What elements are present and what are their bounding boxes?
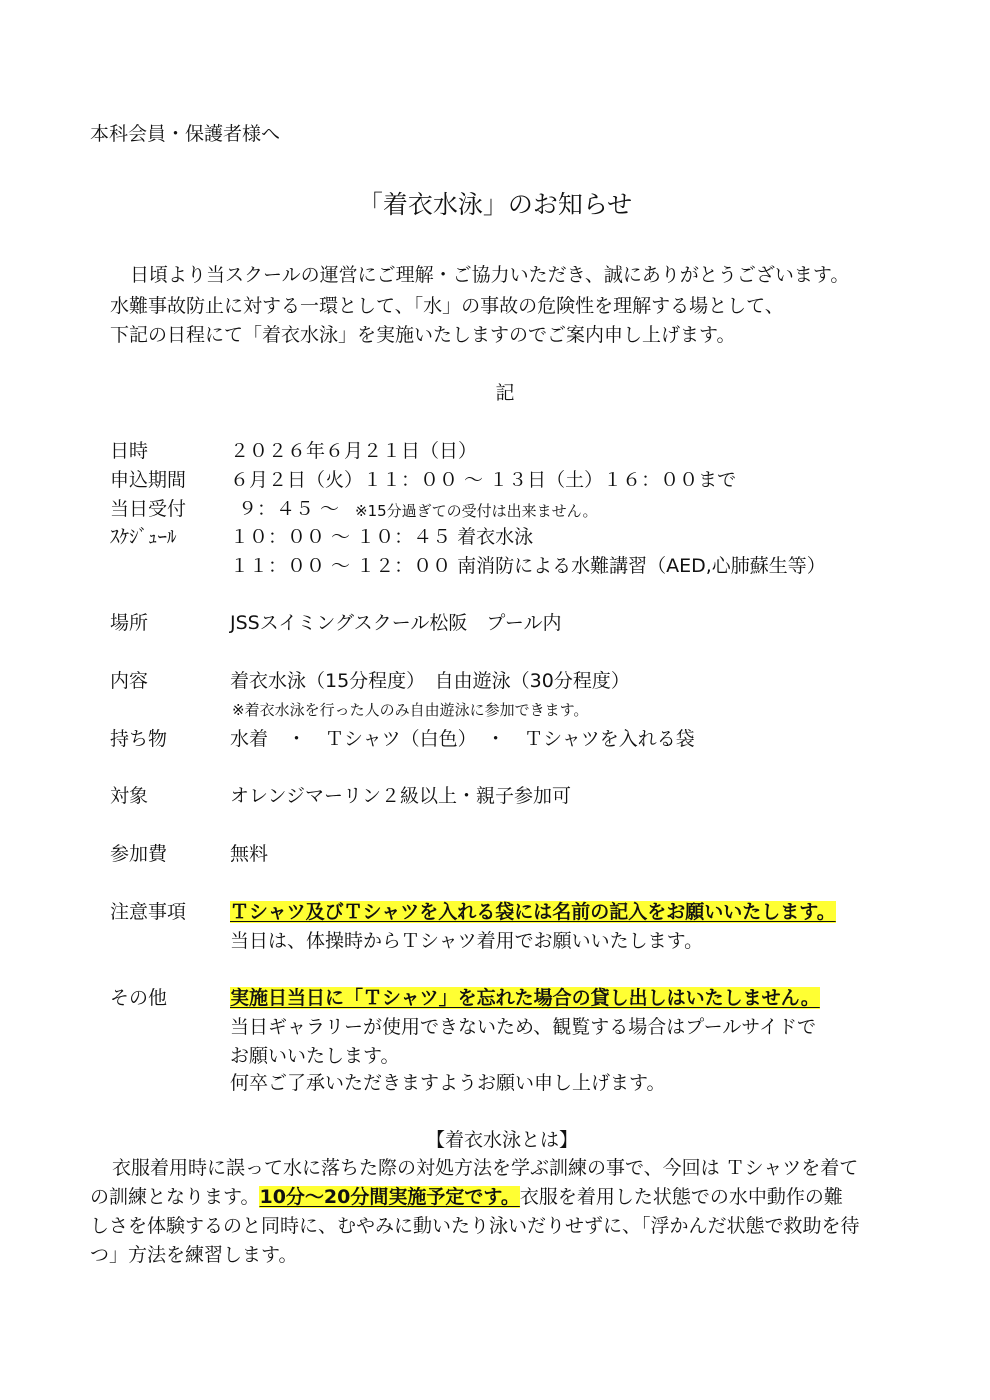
about-line-1: 衣服着用時に誤って水に落ちた際の対処方法を学ぶ訓練の事で、今回は Ｔシャツを着て <box>112 1157 859 1179</box>
application-label: 申込期間 <box>110 469 187 491</box>
other-line-3: 何卒ご了承いただきますようお願い申し上げます。 <box>230 1072 666 1094</box>
schedule-item-2: １１：００ ～ １２：００ 南消防による水難講習（AED,心肺蘇生等） <box>230 555 826 577</box>
reception-note: ※15分過ぎての受付は出来ません。 <box>355 502 598 520</box>
about-line-2-pre: の訓練となります。 <box>90 1186 260 1208</box>
other-highlight: 実施日当日に「Ｔシャツ」を忘れた場合の貸し出しはいたしません。 <box>230 987 820 1009</box>
content-value: 着衣水泳（15分程度） 自由遊泳（30分程度） <box>230 670 630 692</box>
content-label: 内容 <box>110 670 149 692</box>
place-label: 場所 <box>110 612 149 634</box>
caution-label: 注意事項 <box>110 901 187 923</box>
caution-highlight: Ｔシャツ及びＴシャツを入れる袋には名前の記入をお願いいたします。 <box>230 901 836 923</box>
belongings-value: 水着 ・ Ｔシャツ（白色） ・ Ｔシャツを入れる袋 <box>230 728 695 750</box>
other-line-1: 当日ギャラリーが使用できないため、観覧する場合はプールサイドで <box>230 1016 816 1038</box>
reception-value: ９：４５ ～ <box>238 498 340 520</box>
about-heading: 【着衣水泳とは】 <box>425 1129 578 1151</box>
target-label: 対象 <box>110 785 149 807</box>
about-highlight: 10分～20分間実施予定です。 <box>259 1186 520 1208</box>
page-title: 「着衣水泳」のお知らせ <box>357 190 633 219</box>
ki-marker: 記 <box>495 382 515 404</box>
content-note: ※着衣水泳を行った人のみ自由遊泳に参加できます。 <box>232 701 589 719</box>
schedule-item-1: １０：００ ～ １０：４５ 着衣水泳 <box>230 526 534 548</box>
fee-label: 参加費 <box>110 843 168 865</box>
intro-line-1: 日頃より当スクールの運営にご理解・ご協力いただき、誠にありがとうございます。 <box>130 264 850 286</box>
datetime-value: ２０２６年６月２１日（日） <box>230 440 478 462</box>
application-value: ６月２日（火）１１：００ ～ １３日（土）１６：００まで <box>230 469 737 491</box>
about-line-3: しさを体験するのと同時に、むやみに動いたり泳いだりせずに、「浮かんだ状態で救助を待 <box>90 1215 860 1237</box>
other-line-2: お願いいたします。 <box>230 1045 400 1067</box>
about-line-2 <box>90 1186 843 1209</box>
fee-value: 無料 <box>230 843 269 865</box>
other-label: その他 <box>110 987 168 1009</box>
about-line-4: つ」方法を練習します。 <box>90 1244 298 1266</box>
target-value: オレンジマーリン２級以上・親子参加可 <box>230 785 572 807</box>
addressee: 本科会員・保護者様へ <box>90 123 281 145</box>
schedule-label: ｽｹｼﾞｭｰﾙ <box>110 526 177 548</box>
reception-label: 当日受付 <box>110 498 187 520</box>
datetime-label: 日時 <box>110 440 149 462</box>
caution-text: 当日は、体操時からＴシャツ着用でお願いいたします。 <box>230 930 704 952</box>
about-line-2-post: 衣服を着用した状態での水中動作の難 <box>519 1186 843 1208</box>
intro-line-2: 水難事故防止に対する一環として、「水」の事故の危険性を理解する場として、 <box>110 295 784 317</box>
intro-line-3: 下記の日程にて「着衣水泳」を実施いたしますのでご案内申し上げます。 <box>110 324 736 346</box>
belongings-label: 持ち物 <box>110 728 168 750</box>
place-value: JSSスイミングスクール松阪 プール内 <box>230 612 562 634</box>
